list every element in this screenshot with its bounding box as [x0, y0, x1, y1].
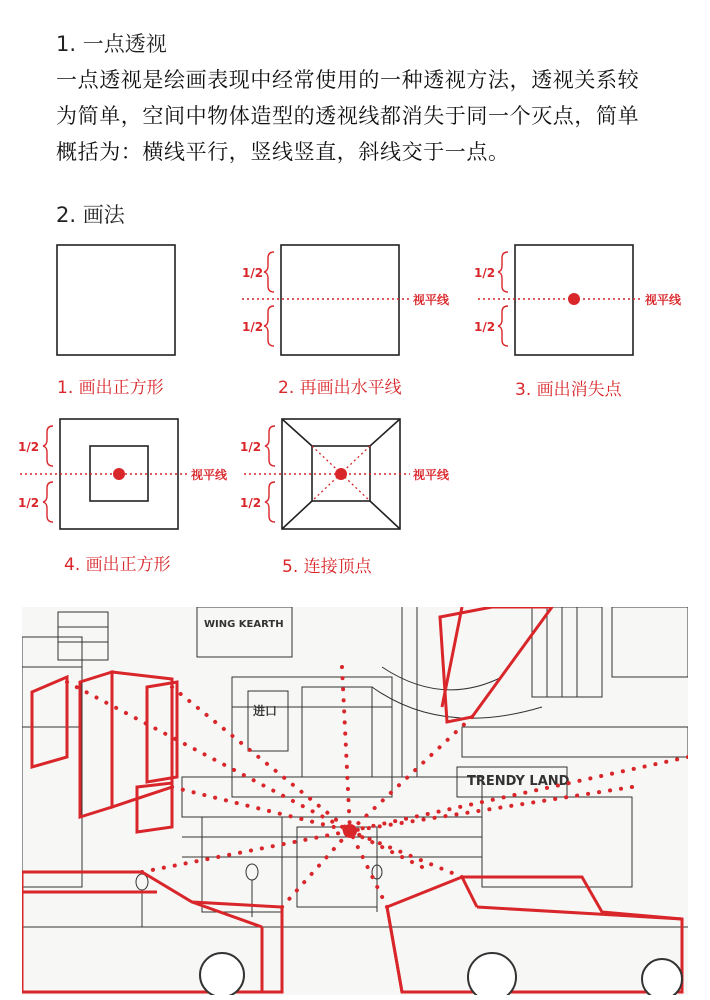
- step3-brace-bottom: [498, 306, 508, 346]
- half-label: 1/2: [242, 266, 264, 280]
- step5-diagram: [240, 419, 450, 529]
- intro-line: 概括为：横线平行，竖线竖直，斜线交于一点。: [56, 140, 510, 164]
- connect-line: [282, 419, 312, 446]
- half-label: 1/2: [474, 266, 496, 280]
- vanishing-point: [335, 468, 347, 480]
- step5-brace-bottom: [265, 482, 275, 522]
- connect-line: [282, 501, 312, 529]
- horizon-label: 视平线: [645, 293, 682, 307]
- vanishing-point: [568, 293, 580, 305]
- store-mark-text: 进口: [253, 704, 278, 718]
- half-label: 1/2: [240, 440, 262, 454]
- intro-line: 一点透视是绘画表现中经常使用的一种透视方法，透视关系较: [56, 68, 640, 92]
- half-label: 1/2: [240, 496, 262, 510]
- step1-square: [57, 245, 175, 355]
- step2-brace-top: [264, 252, 274, 292]
- step2-diagram: [242, 245, 450, 355]
- step5-caption: 5. 连接顶点: [282, 557, 372, 577]
- half-label: 1/2: [18, 496, 40, 510]
- step3-diagram: [474, 245, 682, 355]
- step3-brace-top: [498, 252, 508, 292]
- half-label: 1/2: [18, 440, 40, 454]
- section-2-heading: 2. 画法: [56, 203, 125, 227]
- step4-caption: 4. 画出正方形: [64, 555, 171, 575]
- connect-line: [370, 501, 400, 529]
- step1-caption: 1. 画出正方形: [57, 378, 164, 398]
- half-label: 1/2: [242, 320, 264, 334]
- step5-brace-top: [265, 426, 275, 466]
- shop-sign-text: TRENDY LAND: [467, 774, 570, 789]
- step4-brace-top: [43, 426, 53, 466]
- step4-brace-bottom: [43, 482, 53, 522]
- street-perspective-illustration: [22, 607, 688, 995]
- intro-line: 为简单，空间中物体造型的透视线都消失于同一个灭点，简单: [56, 104, 640, 128]
- vanishing-point: [113, 468, 125, 480]
- top-sign-text: WING KEARTH: [204, 619, 284, 630]
- horizon-label: 视平线: [413, 468, 450, 482]
- step2-square: [281, 245, 399, 355]
- section-1-heading: 1. 一点透视: [56, 32, 167, 56]
- horizon-label: 视平线: [413, 293, 450, 307]
- horizon-label: 视平线: [191, 468, 228, 482]
- step2-brace-bottom: [264, 306, 274, 346]
- step4-diagram: [18, 419, 228, 529]
- step2-caption: 2. 再画出水平线: [278, 378, 402, 398]
- step3-caption: 3. 画出消失点: [515, 380, 622, 400]
- connect-line: [370, 419, 400, 446]
- illustration-background: [22, 607, 688, 995]
- half-label: 1/2: [474, 320, 496, 334]
